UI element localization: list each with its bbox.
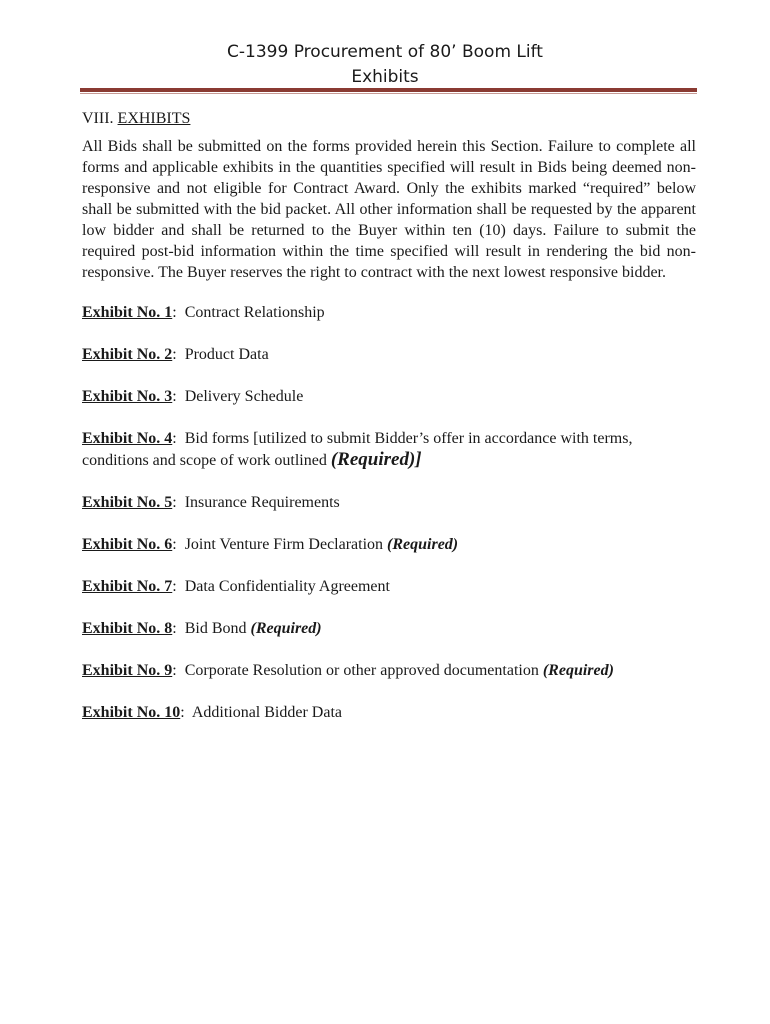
exhibit-description: Insurance Requirements [184, 494, 340, 511]
exhibit-item: Exhibit No. 6: Joint Venture Firm Declaration (Required) [82, 536, 459, 553]
exhibit-label: Exhibit No. 2 [82, 346, 173, 363]
page-header [0, 40, 770, 90]
required-marker: (Required) [387, 536, 459, 553]
exhibit-label: Exhibit No. 6 [82, 536, 173, 553]
exhibit-item: Exhibit No. 5: Insurance Requirements [82, 494, 340, 511]
required-marker: (Required) [250, 620, 322, 637]
exhibit-item: Exhibit No. 9: Corporate Resolution or other approved documentation (Required) [82, 662, 614, 679]
exhibit-label: Exhibit No. 7 [82, 578, 173, 595]
required-marker: (Required) [542, 662, 614, 679]
header-divider [80, 88, 697, 92]
exhibit-label: Exhibit No. 10 [82, 704, 181, 721]
exhibit-item: Exhibit No. 10: Additional Bidder Data [82, 704, 342, 721]
section-intro: All Bids shall be submitted on the forms provided herein this Section. Failure to complete all forms and applicable exhibits in the quantities specified will result in Bids being deemed non-responsive and not eligible for Contract Award. Only the exhibits marked “required” below shall be submitted with the bid packet. All other information shall be requested by the apparent low bidder and shall be returned to the Buyer within ten (10) days. Failure to submit the required post-bid information within the time specified will result in rendering the bid non-responsive. The Buyer reserves the right to contract with the next lowest responsive bidder. [82, 138, 696, 281]
section-title: EXHIBITS [117, 110, 191, 127]
exhibit-label: Exhibit No. 8 [82, 620, 173, 637]
section-heading [82, 108, 696, 129]
header-title: C-1399 Procurement of 80’ Boom Lift [227, 42, 543, 62]
exhibit-label: Exhibit No. 4 [82, 430, 173, 447]
exhibit-description: Contract Relationship [184, 304, 325, 321]
exhibit-item: Exhibit No. 8: Bid Bond (Required) [82, 620, 322, 637]
exhibit-description: Additional Bidder Data [191, 704, 342, 721]
exhibit-description: Corporate Resolution or other approved documentation [184, 662, 543, 679]
exhibit-label: Exhibit No. 1 [82, 304, 173, 321]
exhibit-item: Exhibit No. 1: Contract Relationship [82, 304, 325, 321]
exhibit-description: Data Confidentiality Agreement [184, 578, 390, 595]
exhibit-label: Exhibit No. 5 [82, 494, 173, 511]
exhibit-label: Exhibit No. 9 [82, 662, 173, 679]
exhibit-description: Bid Bond [184, 620, 251, 637]
exhibit-item: Exhibit No. 3: Delivery Schedule [82, 388, 304, 405]
exhibit-description: Joint Venture Firm Declaration [184, 536, 388, 553]
exhibit-item: Exhibit No. 2: Product Data [82, 346, 269, 363]
exhibit-item: Exhibit No. 7: Data Confidentiality Agreement [82, 578, 390, 595]
header-subtitle: Exhibits [351, 67, 419, 87]
document-body [82, 108, 696, 744]
required-marker: (Required)] [330, 449, 422, 470]
exhibit-item: Exhibit No. 4: Bid forms [utilized to submit Bidder’s offer in accordance with terms, conditions and scope of work outlined (Required)] [82, 430, 633, 470]
exhibit-description: Bid forms [utilized to submit Bidder’s offer in accordance with terms, conditions and scope of work outlined [82, 430, 633, 469]
exhibit-description: Product Data [184, 346, 269, 363]
header-divider-thin [80, 93, 697, 94]
exhibit-label: Exhibit No. 3 [82, 388, 173, 405]
section-number: VIII. [82, 110, 114, 127]
exhibit-description: Delivery Schedule [184, 388, 304, 405]
exhibit-list [82, 302, 696, 723]
